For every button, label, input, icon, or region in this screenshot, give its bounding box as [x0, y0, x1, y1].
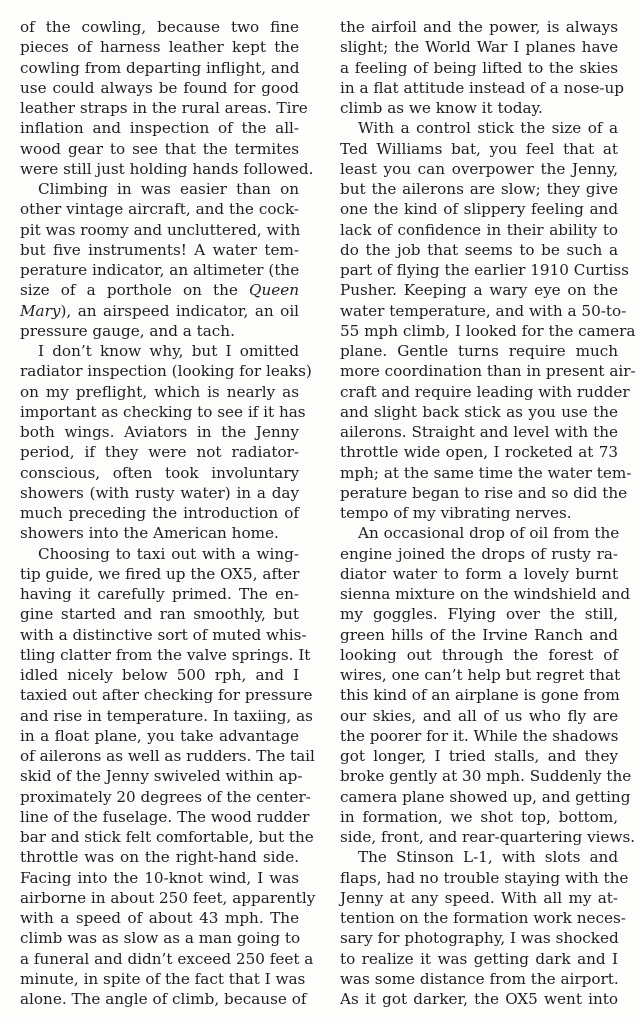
text-line: this kind of an airplane is gone from — [340, 686, 620, 705]
text-line: skid of the Jenny swiveled within ap- — [20, 767, 303, 786]
text-line: showers (with rusty water) in a day — [20, 483, 300, 502]
text-line: engine joined the drops of rusty ra- — [340, 544, 619, 563]
text-line: other vintage aircraft, and the cock- — [20, 200, 300, 219]
text-line: With a control stick the size of a — [358, 119, 619, 138]
text-line: do the job that seems to be such a — [340, 240, 618, 259]
text-line: inflation and inspection of the all- — [20, 119, 300, 138]
text-line: and rise in temperature. In taxiing, as — [20, 706, 313, 725]
text-line: flaps, had no trouble staying with the — [340, 868, 629, 887]
text-line: craft and require leading with rudder — [340, 382, 630, 401]
text-line: with a speed of about 43 mph. The — [20, 909, 300, 927]
text-line: camera plane showed up, and getting — [340, 787, 631, 806]
text-line: size of a porthole on the Queen — [20, 281, 300, 300]
text-line: An occasional drop of oil from the — [358, 524, 620, 543]
text-line: was some distance from the airport. — [340, 969, 619, 988]
italic-text: Queen — [249, 281, 300, 300]
text-line: taxied out after checking for pressure — [20, 686, 313, 705]
text-line: in formation, we shot top, bottom, — [340, 807, 619, 826]
text-line: Choosing to taxi out with a wing- — [38, 544, 300, 563]
text-line: with a distinctive sort of muted whis- — [20, 625, 307, 644]
text-line: proximately 20 degrees of the center- — [20, 787, 311, 806]
text-line: both wings. Aviators in the Jenny — [20, 423, 300, 441]
text-line: idled nicely below 500 rph, and I — [20, 666, 300, 684]
text-line: a funeral and didn’t exceed 250 feet a — [20, 949, 314, 968]
text-line: wood gear to see that the termites — [20, 139, 300, 158]
text-line: looking out through the forest of — [340, 645, 619, 664]
text-line: mph; at the same time the water tem- — [340, 463, 632, 482]
text-line: green hills of the Irvine Ranch and — [340, 625, 619, 644]
text-line: much preceding the introduction of — [20, 504, 300, 522]
text-line: to realize it was getting dark and I — [340, 949, 619, 968]
text-line: climb was as slow as a man going to — [20, 929, 301, 948]
text-line: pieces of harness leather kept the — [20, 38, 300, 57]
text-line: leather straps in the rural areas. Tire — [20, 99, 308, 117]
text-line: tip guide, we fired up the OX5, after — [20, 564, 300, 583]
text-line: pit was roomy and uncluttered, with — [20, 220, 301, 239]
text-line: my goggles. Flying over the still, — [340, 605, 619, 624]
text-line: got longer, I tried stalls, and they — [340, 747, 619, 765]
text-line: perature indicator, an altimeter (the — [20, 261, 300, 279]
text-line: broke gently at 30 mph. Suddenly the — [340, 767, 632, 786]
text-line: a feeling of being lifted to the skies — [340, 58, 619, 77]
text-line: Jenny at any speed. With all my at- — [340, 888, 618, 907]
text-line: in a float plane, you take advantage — [20, 726, 300, 745]
text-line: the poorer for it. While the shadows — [340, 726, 619, 745]
text-line: climb as we know it today. — [340, 99, 543, 117]
text-line: ailerons. Straight and level with the — [340, 423, 619, 441]
text-line: important as checking to see if it has — [20, 402, 306, 421]
text-line: cowling from departing inflight, and — [20, 58, 300, 77]
text-line: use could always be found for good — [20, 78, 300, 97]
text-line: lack of confidence in their ability to — [340, 220, 619, 239]
text-line: more coordination than in present air- — [340, 362, 636, 381]
text-line: of the cowling, because two fine — [20, 18, 300, 36]
text-line: but the ailerons are slow; they give — [340, 180, 619, 198]
text-line: least you can overpower the Jenny, — [340, 159, 619, 178]
text-line: period, if they were not radiator- — [20, 443, 300, 462]
text-line: sary for photography, I was shocked — [340, 929, 619, 948]
text-line: Climbing in was easier than on — [38, 180, 300, 198]
text-line: radiator inspection (looking for leaks) — [20, 362, 312, 381]
italic-text: Mary — [20, 301, 61, 320]
text-line: 55 mph climb, I looked for the camera — [340, 321, 636, 340]
text-line: showers into the American home. — [20, 524, 279, 543]
text-line: Facing into the 10-knot wind, I was — [20, 868, 300, 887]
text-column-right — [340, 17, 636, 1009]
text-line: the airfoil and the power, is always — [340, 18, 619, 36]
text-line: throttle wide open, I rocketed at 73 — [340, 443, 619, 462]
text-line: tention on the formation work neces- — [340, 909, 626, 927]
text-line: in a flat attitude instead of a nose-up — [340, 78, 624, 97]
text-line: tempo of my vibrating nerves. — [340, 504, 572, 522]
text-line: diator water to form a lovely burnt — [340, 564, 619, 583]
text-line: slight; the World War I planes have — [340, 38, 619, 57]
text-line: As it got darker, the OX5 went into — [340, 990, 618, 1008]
text-line: conscious, often took involuntary — [20, 463, 300, 482]
text-line: pressure gauge, and a tach. — [20, 321, 235, 340]
text-line: having it carefully primed. The en- — [20, 585, 300, 603]
text-line: The Stinson L-1, with slots and — [358, 848, 619, 867]
text-line: I don’t know why, but I omitted — [38, 342, 300, 360]
text-line: wires, one can’t help but regret that — [340, 666, 621, 684]
text-line: plane. Gentle turns require much — [340, 342, 619, 360]
text-line: Ted Williams bat, you feel that at — [340, 139, 619, 158]
text-line: part of flying the earlier 1910 Curtiss — [340, 261, 629, 279]
text-line: our skies, and all of us who fly are — [340, 706, 619, 725]
text-line: line of the fuselage. The wood rudder — [20, 807, 310, 826]
text-line: Pusher. Keeping a wary eye on the — [340, 281, 619, 300]
text-line: tling clatter from the valve springs. It — [20, 645, 311, 664]
text-line: on my preflight, which is nearly as — [20, 382, 300, 401]
text-line: minute, in spite of the fact that I was — [20, 969, 306, 988]
text-line: water temperature, and with a 50-to- — [340, 301, 627, 320]
text-column-left — [20, 17, 316, 1009]
text-line: but five instruments! A water tem- — [20, 240, 300, 259]
text-line: side, front, and rear-quartering views. — [340, 828, 636, 846]
text-line: throttle was on the right-hand side. — [20, 848, 300, 867]
text-line: were still just holding hands followed. — [20, 159, 314, 178]
text-line: one the kind of slippery feeling and — [340, 200, 619, 219]
text-line: alone. The angle of climb, because of — [20, 990, 307, 1008]
text-line: sienna mixture on the windshield and — [340, 585, 631, 603]
text-line: of ailerons as well as rudders. The tail — [20, 747, 315, 765]
text-line: perature began to rise and so did the — [340, 483, 628, 502]
text-line: airborne in about 250 feet, apparently — [20, 888, 316, 907]
text-line: gine started and ran smoothly, but — [20, 605, 300, 624]
text-line: Mary), an airspeed indicator, an oil — [20, 301, 300, 320]
text-line: bar and stick felt comfortable, but the — [20, 828, 314, 846]
text-line: and slight back stick as you use the — [340, 402, 618, 421]
